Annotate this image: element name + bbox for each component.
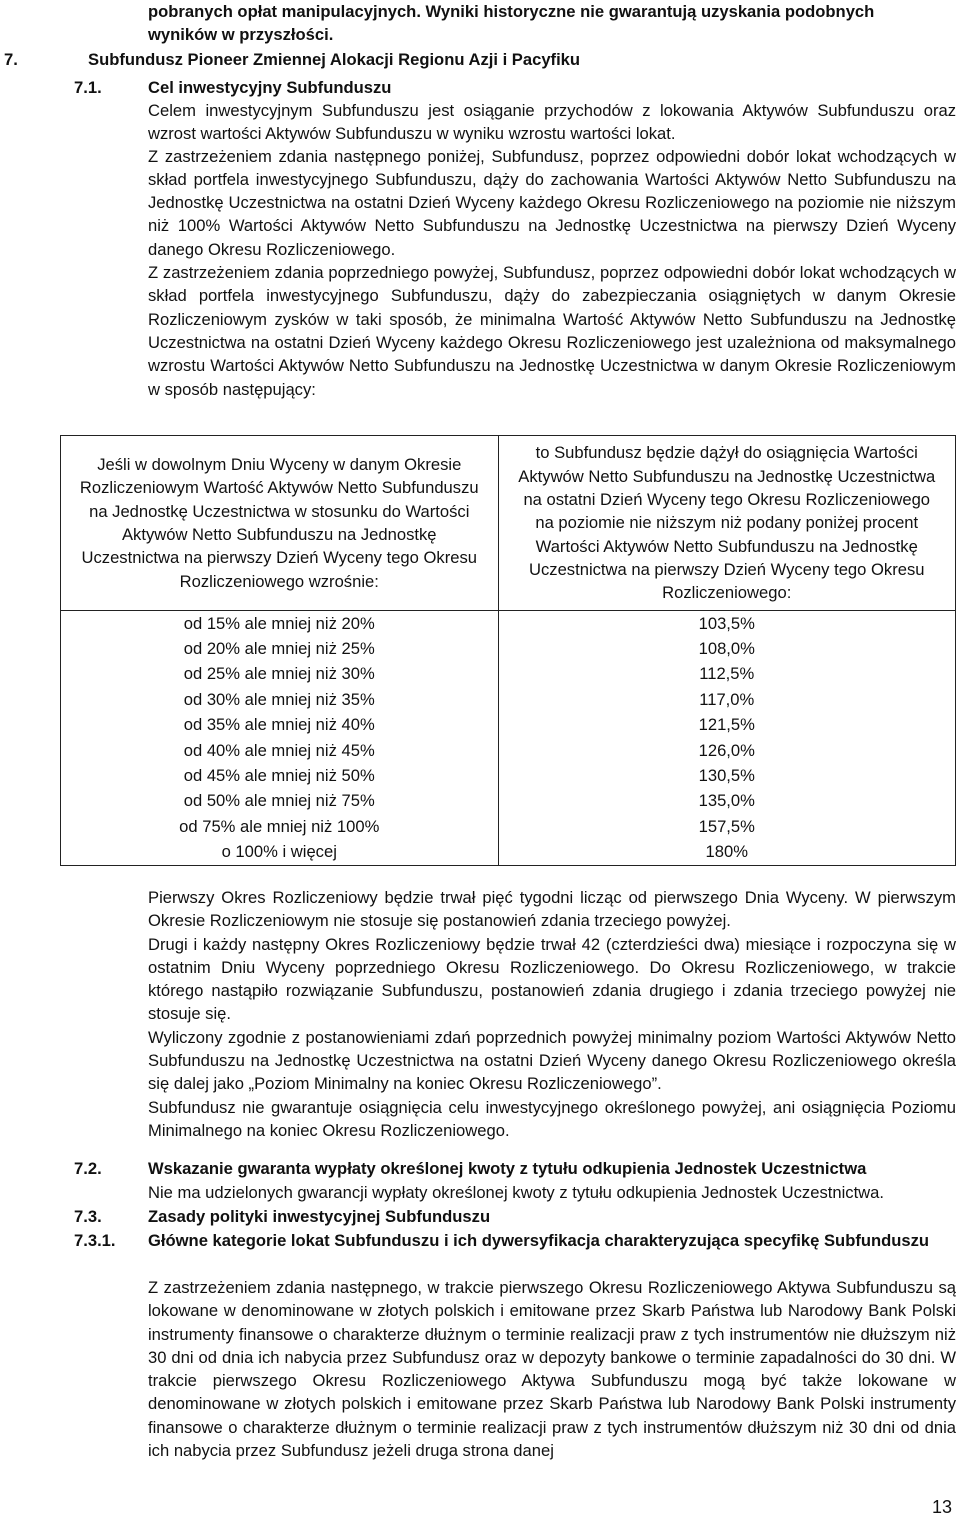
minimum-level-table — [60, 435, 956, 866]
table-row — [61, 713, 956, 738]
minimum-level-cell: 117,0% — [498, 687, 956, 712]
paragraph: Z zastrzeżeniem zdania poprzedniego powyżej, Subfundusz, poprzez odpowiedni dobór lokat wchodzących w skład portfela inwestycyjnego Subfunduszu, dąży do zabezpieczania osiągniętych w danym Okresie Rozliczeniowym zysków w taki sposób, że minimalna Wartość Aktywów Netto Subfunduszu na Jednostkę Uczestnictwa na ostatni Dzień Wyceny każdego Okresu Rozliczeniowego jest uzależniona od maksymalnego wzrostu Wartości Aktywów Netto Subfunduszu na Jednostkę Uczestnictwa w danym Okresie Rozliczeniowym w sposób następujący: — [148, 263, 956, 399]
paragraph: Z zastrzeżeniem zdania następnego poniżej, Subfundusz, poprzez odpowiedni dobór lokat wchodzących w skład portfela inwestycyjnego Subfunduszu, dąży do zachowania Wartości Aktywów Netto Subfunduszu na Jednostkę Uczestnictwa na ostatni Dzień Wyceny każdego Okresu Rozliczeniowego na poziomie nie niższym niż 100% Wartości Aktywów Netto Subfunduszu na Jednostkę Uczestnictwa na pierwszy Dzień Wyceny danego Okresu Rozliczeniowego. — [148, 146, 956, 259]
section-7-1-title: Cel inwestycyjny Subfunduszu — [148, 78, 392, 97]
minimum-level-cell: 108,0% — [498, 636, 956, 661]
section-7-1-number: 7.1. — [74, 78, 102, 97]
minimum-level-cell: 126,0% — [498, 738, 956, 763]
table-row — [61, 840, 956, 866]
table-row — [61, 687, 956, 712]
table-row — [61, 738, 956, 763]
section-7-3-1-number: 7.3.1. — [74, 1231, 116, 1250]
paragraph: Drugi i każdy następny Okres Rozliczeniowy będzie trwał 42 (czterdzieści dwa) miesiące i rozpoczyna się w ostatnim Dniu Wyceny poprzedniego Okresu Rozliczeniowego. Do Okresu Rozliczeniowego, w trakcie którego nastąpiło rozwiązanie Subfunduszu, postanowień zdania drugiego i zdania trzeciego powyżej nie stosuje się. — [148, 934, 956, 1024]
intro-line: pobranych opłat manipulacyjnych. Wyniki historyczne nie gwarantują uzyskania podobnych — [148, 2, 875, 21]
minimum-level-cell: 180% — [498, 840, 956, 866]
section-7-3-1-title: Główne kategorie lokat Subfunduszu i ich dywersyfikacja charakteryzująca specyfikę Subfunduszu — [148, 1231, 930, 1250]
table-header-left: Jeśli w dowolnym Dniu Wyceny w danym Okresie Rozliczeniowym Wartość Aktywów Netto Subfunduszu na Jednostkę Uczestnictwa w stosunku do Wartości Aktywów Netto Subfunduszu na Jednostkę Uczestnictwa na pierwszy Dzień Wyceny tego Okresu Rozliczeniowego wzrośnie: — [61, 436, 499, 611]
minimum-level-cell: 157,5% — [498, 814, 956, 839]
table-body — [61, 611, 956, 866]
page-number: 13 — [931, 1497, 952, 1517]
minimum-level-cell: 135,0% — [498, 789, 956, 814]
paragraph: Pierwszy Okres Rozliczeniowy będzie trwał pięć tygodni licząc od pierwszego Dnia Wyceny. W pierwszym Okresie Rozliczeniowym nie stosuje się postanowień zdania trzeciego powyżej. — [148, 888, 956, 931]
minimum-level-cell: 121,5% — [498, 713, 956, 738]
growth-range-cell: od 15% ale mniej niż 20% — [61, 611, 499, 637]
section-7-3-number: 7.3. — [74, 1207, 102, 1226]
growth-range-cell: od 30% ale mniej niż 35% — [61, 687, 499, 712]
after-table-body — [148, 886, 956, 1142]
section-7-2-number: 7.2. — [74, 1159, 102, 1178]
growth-range-cell: od 25% ale mniej niż 30% — [61, 662, 499, 687]
paragraph: Subfundusz nie gwarantuje osiągnięcia celu inwestycyjnego określonego powyżej, ani osiągnięcia Poziomu Minimalnego na koniec Okresu Rozliczeniowego. — [148, 1097, 956, 1140]
table-header-row — [61, 436, 956, 611]
section-7-number: 7. — [4, 50, 18, 69]
table-row — [61, 662, 956, 687]
growth-range-cell: od 75% ale mniej niż 100% — [61, 814, 499, 839]
table-row — [61, 611, 956, 637]
paragraph: Celem inwestycyjnym Subfunduszu jest osiąganie przychodów z lokowania Aktywów Subfunduszu oraz wzrost wartości Aktywów Subfunduszu w wyniku wzrostu wartości lokat. — [148, 101, 956, 144]
intro-text — [148, 0, 956, 47]
minimum-level-cell: 103,5% — [498, 611, 956, 637]
table-row — [61, 814, 956, 839]
section-7-2-title: Wskazanie gwaranta wypłaty określonej kwoty z tytułu odkupienia Jednostek Uczestnictwa — [148, 1159, 867, 1178]
table-row — [61, 789, 956, 814]
table-header-right: to Subfundusz będzie dążył do osiągnięcia Wartości Aktywów Netto Subfunduszu na Jednostkę Uczestnictwa na ostatni Dzień Wyceny tego Okresu Rozliczeniowego na poziomie nie niższym niż podany poniżej procent Wartości Aktywów Netto Subfunduszu na Jednostkę Uczestnictwa na pierwszy Dzień Wyceny tego Okresu Rozliczeniowego: — [498, 436, 956, 611]
section-7-3-1-text: Z zastrzeżeniem zdania następnego, w trakcie pierwszego Okresu Rozliczeniowego Aktywa Subfunduszu są lokowane w denominowane w złotych polskich i emitowane przez Skarb Państwa lub Narodowy Bank Polski instrumenty finansowe o charakterze dłużnym o terminie realizacji praw z tych instrumentów nie dłuższym niż 30 dni od dnia ich nabycia przez Subfundusz oraz w depozyty bankowe o terminie zapadalności do 30 dni. W trakcie pierwszego Okresu Rozliczeniowego Aktywa Subfunduszu mogą być także lokowane w denominowane w złotych polskich i emitowane przez Skarb Państwa lub Narodowy Bank Polski instrumenty finansowe o charakterze dłużnym o terminie realizacji praw z tych instrumentów dłuższym niż 30 dni od dnia ich nabycia przez Subfundusz jeżeli druga strona danej — [148, 1278, 956, 1461]
minimum-level-cell: 112,5% — [498, 662, 956, 687]
section-7-2-text: Nie ma udzielonych gwarancji wypłaty określonej kwoty z tytułu odkupienia Jednostek Uczestnictwa. — [148, 1183, 885, 1202]
growth-range-cell: od 50% ale mniej niż 75% — [61, 789, 499, 814]
growth-range-cell: o 100% i więcej — [61, 840, 499, 866]
table-row — [61, 636, 956, 661]
section-7-title: Subfundusz Pioneer Zmiennej Alokacji Regionu Azji i Pacyfiku — [88, 50, 581, 69]
growth-range-cell: od 45% ale mniej niż 50% — [61, 763, 499, 788]
intro-line: wyników w przyszłości. — [148, 25, 334, 45]
growth-range-cell: od 40% ale mniej niż 45% — [61, 738, 499, 763]
section-7-3-title: Zasady polityki inwestycyjnej Subfunduszu — [148, 1207, 491, 1226]
minimum-level-cell: 130,5% — [498, 763, 956, 788]
table-row — [61, 763, 956, 788]
paragraph: Wyliczony zgodnie z postanowieniami zdań poprzednich powyżej minimalny poziom Wartości Aktywów Netto Subfunduszu na Jednostkę Uczestnictwa na ostatni Dzień Wyceny danego Okresu Rozliczeniowego określa się dalej jako „Poziom Minimalny na koniec Okresu Rozliczeniowego”. — [148, 1027, 956, 1094]
growth-range-cell: od 20% ale mniej niż 25% — [61, 636, 499, 661]
section-7-1-body — [148, 99, 956, 401]
growth-range-cell: od 35% ale mniej niż 40% — [61, 713, 499, 738]
